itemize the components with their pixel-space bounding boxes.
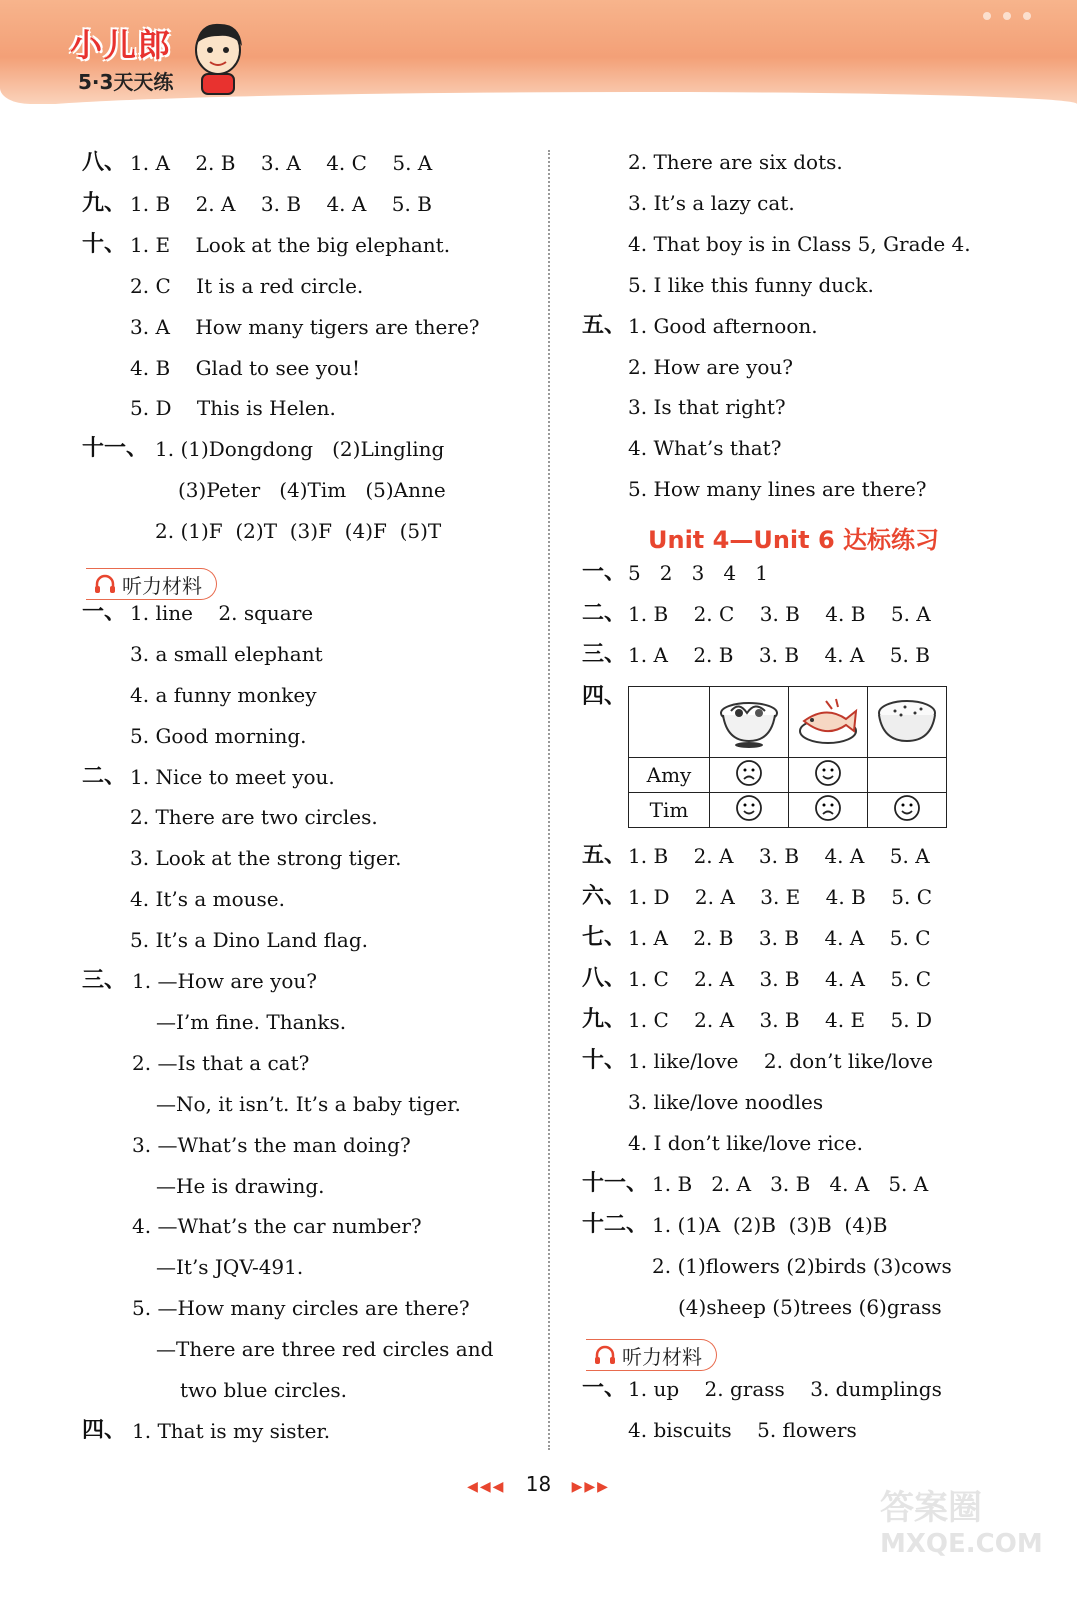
answer-line: 1. B 2. C 3. B 4. B 5. A — [628, 602, 931, 626]
section-label: 四、 — [82, 1417, 127, 1443]
amy-rice-empty-cell — [868, 758, 947, 793]
section-label: 三、 — [582, 642, 627, 667]
answer-line: 1. A 2. B 3. A 4. C 5. A — [130, 151, 433, 175]
answer-line: 3. It’s a lazy cat. — [628, 190, 795, 215]
answer-line: 2. (1)F (2)T (3)F (4)F (5)T — [155, 519, 442, 544]
answer-line: 1. —How are you? — [132, 969, 318, 993]
answer-line: 3. Is that right? — [628, 395, 786, 420]
answer-line: 2. (1)flowers (2)birds (3)cows — [652, 1254, 952, 1278]
answer-line: 4. —What’s the car number? — [132, 1214, 422, 1239]
section-label: 八、 — [82, 150, 127, 175]
listening-tag-label: 听力材料 — [622, 1344, 702, 1369]
answer-line: 1. C 2. A 3. B 4. E 5. D — [628, 1008, 932, 1032]
section-label: 三、 — [82, 968, 127, 993]
answer-line: 3. a small elephant — [130, 641, 323, 666]
prev-arrows-icon: ◀◀◀ — [467, 1479, 506, 1495]
answer-line: 5. Good morning. — [130, 723, 307, 748]
answer-line: 4. B Glad to see you! — [130, 355, 361, 380]
headphones-icon — [94, 574, 116, 594]
next-arrows-icon: ▶▶▶ — [571, 1479, 610, 1495]
answer-line: 1. (1)A (2)B (3)B (4)B — [652, 1213, 888, 1237]
section-label: 八、 — [582, 966, 627, 991]
table-row-name: Tim — [629, 793, 710, 828]
answer-line: 5. I like this funny duck. — [628, 272, 874, 297]
section-label: 十一、 — [82, 436, 149, 462]
answer-line: 1. Nice to meet you. — [130, 764, 335, 789]
answer-line: 1. B 2. A 3. B 4. A 5. B — [130, 191, 432, 216]
answer-line: 1. E Look at the big elephant. — [130, 232, 451, 257]
answer-line: 1. (1)Dongdong (2)Lingling — [155, 437, 445, 462]
noodles-icon — [710, 687, 789, 758]
section-label: 五、 — [582, 312, 627, 338]
answer-line: 1. like/love 2. don’t like/love — [628, 1049, 933, 1073]
answer-line: 1. A 2. B 3. B 4. A 5. C — [628, 926, 931, 950]
answer-line: 2. There are two circles. — [130, 805, 378, 830]
answer-line: 1. B 2. A 3. B 4. A 5. A — [652, 1172, 929, 1196]
section-label: 十二、 — [582, 1212, 649, 1237]
answer-line: 4. What’s that? — [628, 436, 782, 461]
series-label: 5·3天天练 — [78, 70, 174, 94]
section-label: 九、 — [82, 190, 127, 216]
listening-tag-right — [586, 1339, 717, 1371]
answer-line: 1. C 2. A 3. B 4. A 5. C — [628, 967, 932, 991]
answer-line: 2. C It is a red circle. — [130, 273, 364, 298]
amy-noodles-sad-face-icon — [710, 758, 789, 793]
section-label: 十、 — [82, 231, 127, 257]
answer-line: —He is drawing. — [156, 1173, 325, 1198]
answer-line: —It’s JQV-491. — [156, 1255, 304, 1280]
table-row-name: Amy — [629, 758, 710, 793]
answer-line: 1. Good afternoon. — [628, 313, 818, 338]
food-table — [628, 686, 947, 828]
section-label: 一、 — [82, 599, 127, 625]
section-label: 一、 — [582, 560, 627, 585]
listening-tag-left — [86, 568, 217, 600]
watermark — [880, 1490, 1043, 1562]
answer-line: (3)Peter (4)Tim (5)Anne — [178, 478, 446, 503]
answer-line: 1. D 2. A 3. E 4. B 5. C — [628, 885, 932, 909]
section-label: 五、 — [582, 843, 627, 868]
answer-line: 5 2 3 4 1 — [628, 561, 768, 585]
answer-line: 5. —How many circles are there? — [132, 1296, 470, 1321]
answer-line: 5. It’s a Dino Land flag. — [130, 928, 369, 953]
answer-line: 2. There are six dots. — [628, 150, 843, 174]
table-corner — [629, 687, 710, 758]
tim-rice-happy-face-icon — [868, 793, 947, 828]
section-label: 二、 — [582, 601, 627, 626]
answer-line: 1. That is my sister. — [132, 1418, 331, 1443]
answer-line: 3. like/love noodles — [628, 1090, 824, 1114]
section-label: 二、 — [82, 763, 127, 789]
answer-line: 4. I don’t like/love rice. — [628, 1131, 863, 1155]
answer-line: 3. Look at the strong tiger. — [130, 846, 402, 871]
answer-line: 1. A 2. B 3. B 4. A 5. B — [628, 643, 930, 667]
mascot-icon — [188, 16, 250, 96]
answer-line: 1. up 2. grass 3. dumplings — [628, 1377, 942, 1401]
answer-line: —There are three red circles and — [156, 1337, 494, 1362]
section-label: 十、 — [582, 1048, 627, 1073]
answer-line: 4. a funny monkey — [130, 682, 317, 707]
answer-line: two blue circles. — [180, 1378, 348, 1402]
answer-line: 5. How many lines are there? — [628, 477, 927, 502]
page-number: 18 — [525, 1472, 552, 1496]
answer-line: —No, it isn’t. It’s a baby tiger. — [156, 1091, 461, 1116]
watermark-bottom: MXQE.COM — [880, 1529, 1043, 1559]
answer-line: 4. It’s a mouse. — [130, 887, 285, 912]
headphones-icon — [594, 1345, 616, 1365]
answer-line: 2. —Is that a cat? — [132, 1050, 310, 1075]
amy-fish-happy-face-icon — [789, 758, 868, 793]
section-label: 九、 — [582, 1007, 627, 1032]
decor-dots-icon — [977, 6, 1037, 26]
rice-icon — [868, 687, 947, 758]
watermark-top: 答案圈 — [880, 1488, 982, 1528]
section-label: 十一、 — [582, 1171, 649, 1196]
table-section-label: 四、 — [582, 684, 627, 709]
answer-line: 2. How are you? — [628, 354, 794, 379]
answer-line: —I’m fine. Thanks. — [156, 1009, 347, 1034]
answer-line: 4. That boy is in Class 5, Grade 4. — [628, 231, 971, 256]
answer-line: 5. D This is Helen. — [130, 396, 336, 421]
fish-icon — [789, 687, 868, 758]
tim-fish-sad-face-icon — [789, 793, 868, 828]
section-label: 六、 — [582, 884, 627, 909]
unit-title: Unit 4—Unit 6 达标练习 — [648, 526, 940, 554]
answer-line: 3. —What’s the man doing? — [132, 1132, 411, 1157]
answer-line: (4)sheep (5)trees (6)grass — [678, 1295, 942, 1319]
section-label: 七、 — [582, 925, 627, 950]
column-divider — [548, 150, 550, 1450]
tim-noodles-happy-face-icon — [710, 793, 789, 828]
brand-logo: 小儿郎 — [70, 26, 173, 64]
answer-line: 1. B 2. A 3. B 4. A 5. A — [628, 844, 930, 868]
section-label: 一、 — [582, 1376, 627, 1401]
answer-line: 4. biscuits 5. flowers — [628, 1418, 857, 1442]
listening-tag-label: 听力材料 — [122, 573, 202, 598]
answer-line: 3. A How many tigers are there? — [130, 314, 480, 339]
answer-line: 1. line 2. square — [130, 600, 314, 625]
